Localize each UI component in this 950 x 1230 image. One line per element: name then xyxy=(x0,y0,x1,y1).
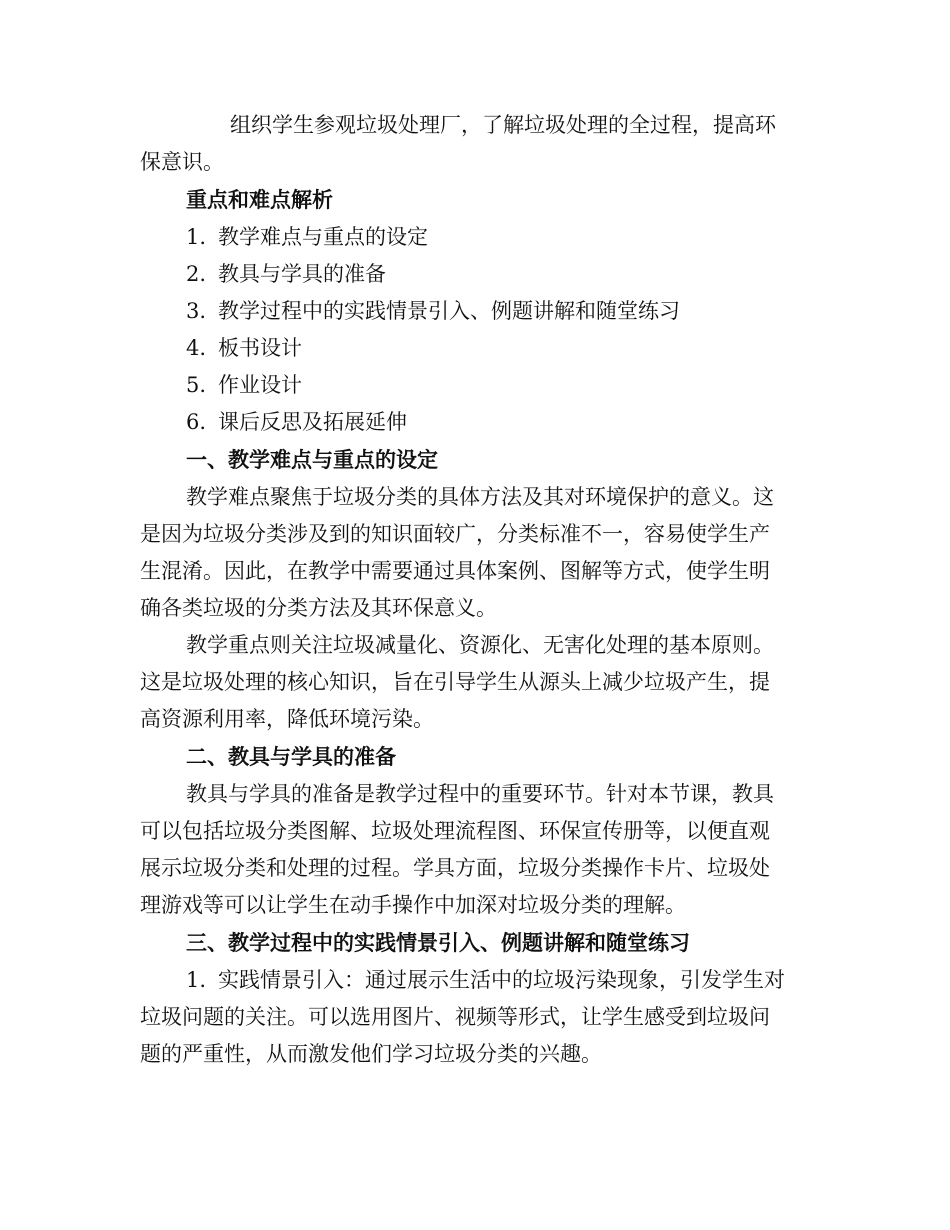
section-2-para-1-line: 教具与学具的准备是教学过程中的重要环节。针对本节课，教具 xyxy=(186,782,774,806)
toc-item-5: 5. 作业设计 xyxy=(186,373,302,397)
section-2-para-1-line: 展示垃圾分类和处理的过程。学具方面，垃圾分类操作卡片、垃圾处 xyxy=(140,856,770,880)
section-2-para-1-line: 可以包括垃圾分类图解、垃圾处理流程图、环保宣传册等，以便直观 xyxy=(140,819,770,843)
section-1-para-1-line: 生混淆。因此，在教学中需要通过具体案例、图解等方式，使学生明 xyxy=(140,559,770,583)
section-3-para-1-line: 1. 实践情景引入：通过展示生活中的垃圾污染现象，引发学生对 xyxy=(186,968,785,992)
section-3-para-1-line: 垃圾问题的关注。可以选用图片、视频等形式，让学生感受到垃圾问 xyxy=(140,1005,770,1029)
toc-item-1: 1. 教学难点与重点的设定 xyxy=(186,225,428,249)
section-1-para-2-line: 教学重点则关注垃圾减量化、资源化、无害化处理的基本原则。 xyxy=(186,633,774,657)
section-1-para-1-line: 确各类垃圾的分类方法及其环保意义。 xyxy=(140,596,497,620)
section-2-title: 二、教具与学具的准备 xyxy=(186,744,396,769)
section-1-title: 一、教学难点与重点的设定 xyxy=(186,447,438,472)
toc-item-4: 4. 板书设计 xyxy=(186,336,302,360)
intro-line-2: 保意识。 xyxy=(140,150,224,174)
toc-item-3: 3. 教学过程中的实践情景引入、例题讲解和随堂练习 xyxy=(186,299,680,323)
section-3-title: 三、教学过程中的实践情景引入、例题讲解和随堂练习 xyxy=(186,930,690,955)
intro-line-1: 组织学生参观垃圾处理厂，了解垃圾处理的全过程，提高环 xyxy=(230,113,776,137)
section-3-para-1-line: 题的严重性，从而激发他们学习垃圾分类的兴趣。 xyxy=(140,1042,602,1066)
toc-item-6: 6. 课后反思及拓展延伸 xyxy=(186,410,407,434)
section-1-para-1-line: 教学难点聚焦于垃圾分类的具体方法及其对环境保护的意义。这 xyxy=(186,485,774,509)
section-2-para-1-line: 理游戏等可以让学生在动手操作中加深对垃圾分类的理解。 xyxy=(140,893,686,917)
toc-title: 重点和难点解析 xyxy=(186,187,333,212)
section-1-para-2-line: 这是垃圾处理的核心知识，旨在引导学生从源头上减少垃圾产生，提 xyxy=(140,670,770,694)
section-1-para-1-line: 是因为垃圾分类涉及到的知识面较广，分类标准不一，容易使学生产 xyxy=(140,522,770,546)
toc-item-2: 2. 教具与学具的准备 xyxy=(186,262,386,286)
section-1-para-2-line: 高资源利用率，降低环境污染。 xyxy=(140,707,434,731)
